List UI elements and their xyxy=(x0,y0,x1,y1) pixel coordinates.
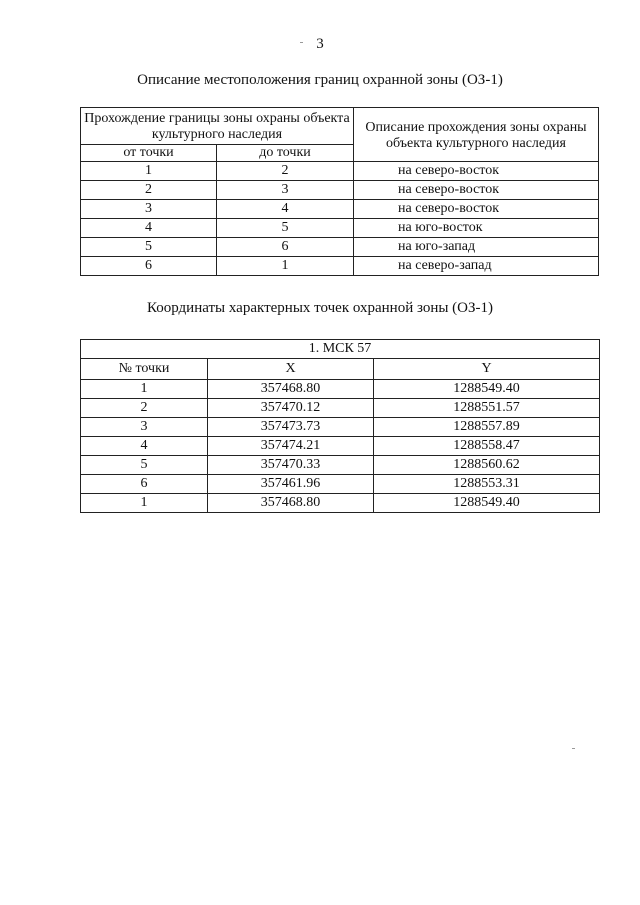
boundary-description-table xyxy=(80,107,599,276)
coordinate-system-label: 1. МСК 57 xyxy=(81,340,600,359)
table-row xyxy=(81,380,600,399)
point-number-cell: 5 xyxy=(81,456,208,475)
point-number-cell: 2 xyxy=(81,399,208,418)
y-coordinate-cell: 1288560.62 xyxy=(374,456,600,475)
table-header-row xyxy=(81,359,600,380)
table-row xyxy=(81,200,599,219)
from-point-cell: 3 xyxy=(81,200,217,219)
from-point-header: от точки xyxy=(81,145,217,162)
table-header-row xyxy=(81,108,599,145)
coordinate-system-row xyxy=(81,340,600,359)
y-coordinate-cell: 1288551.57 xyxy=(374,399,600,418)
table-row xyxy=(81,437,600,456)
point-number-cell: 4 xyxy=(81,437,208,456)
from-point-cell: 1 xyxy=(81,162,217,181)
x-coordinate-cell: 357470.12 xyxy=(208,399,374,418)
x-header: X xyxy=(208,359,374,380)
x-coordinate-cell: 357474.21 xyxy=(208,437,374,456)
coordinates-table xyxy=(80,339,600,513)
boundary-passage-header: Прохождение границы зоны охраны объекта культурного наследия xyxy=(81,108,354,145)
y-coordinate-cell: 1288557.89 xyxy=(374,418,600,437)
direction-cell: на северо-запад xyxy=(354,257,599,276)
y-coordinate-cell: 1288549.40 xyxy=(374,380,600,399)
table-row xyxy=(81,162,599,181)
to-point-cell: 3 xyxy=(217,181,354,200)
table-row xyxy=(81,238,599,257)
point-number-header: № точки xyxy=(81,359,208,380)
scan-speck xyxy=(300,42,303,43)
from-point-cell: 6 xyxy=(81,257,217,276)
x-coordinate-cell: 357468.80 xyxy=(208,494,374,513)
point-number-cell: 3 xyxy=(81,418,208,437)
point-number-cell: 1 xyxy=(81,494,208,513)
x-coordinate-cell: 357461.96 xyxy=(208,475,374,494)
to-point-cell: 4 xyxy=(217,200,354,219)
to-point-cell: 5 xyxy=(217,219,354,238)
table-row xyxy=(81,399,600,418)
y-coordinate-cell: 1288558.47 xyxy=(374,437,600,456)
y-coordinate-cell: 1288549.40 xyxy=(374,494,600,513)
page-number: 3 xyxy=(316,36,324,52)
from-point-cell: 4 xyxy=(81,219,217,238)
to-point-cell: 2 xyxy=(217,162,354,181)
to-point-cell: 1 xyxy=(217,257,354,276)
y-coordinate-cell: 1288553.31 xyxy=(374,475,600,494)
to-point-header: до точки xyxy=(217,145,354,162)
from-point-cell: 5 xyxy=(81,238,217,257)
passage-description-header: Описание прохождения зоны охраны объекта культурного наследия xyxy=(354,108,599,162)
y-header: Y xyxy=(374,359,600,380)
direction-cell: на северо-восток xyxy=(354,162,599,181)
direction-cell: на юго-запад xyxy=(354,238,599,257)
table-row xyxy=(81,418,600,437)
table-row xyxy=(81,494,600,513)
point-number-cell: 1 xyxy=(81,380,208,399)
table-row xyxy=(81,257,599,276)
table-row xyxy=(81,219,599,238)
to-point-cell: 6 xyxy=(217,238,354,257)
table-row xyxy=(81,475,600,494)
boundary-description-title: Описание местоположения границ охранной зоны (ОЗ-1) xyxy=(137,72,503,88)
direction-cell: на юго-восток xyxy=(354,219,599,238)
x-coordinate-cell: 357470.33 xyxy=(208,456,374,475)
direction-cell: на северо-восток xyxy=(354,181,599,200)
table-row xyxy=(81,181,599,200)
from-point-cell: 2 xyxy=(81,181,217,200)
table-row xyxy=(81,456,600,475)
direction-cell: на северо-восток xyxy=(354,200,599,219)
scan-speck xyxy=(572,748,575,749)
x-coordinate-cell: 357468.80 xyxy=(208,380,374,399)
point-number-cell: 6 xyxy=(81,475,208,494)
x-coordinate-cell: 357473.73 xyxy=(208,418,374,437)
coordinates-title: Координаты характерных точек охранной зоны (ОЗ-1) xyxy=(146,300,494,316)
